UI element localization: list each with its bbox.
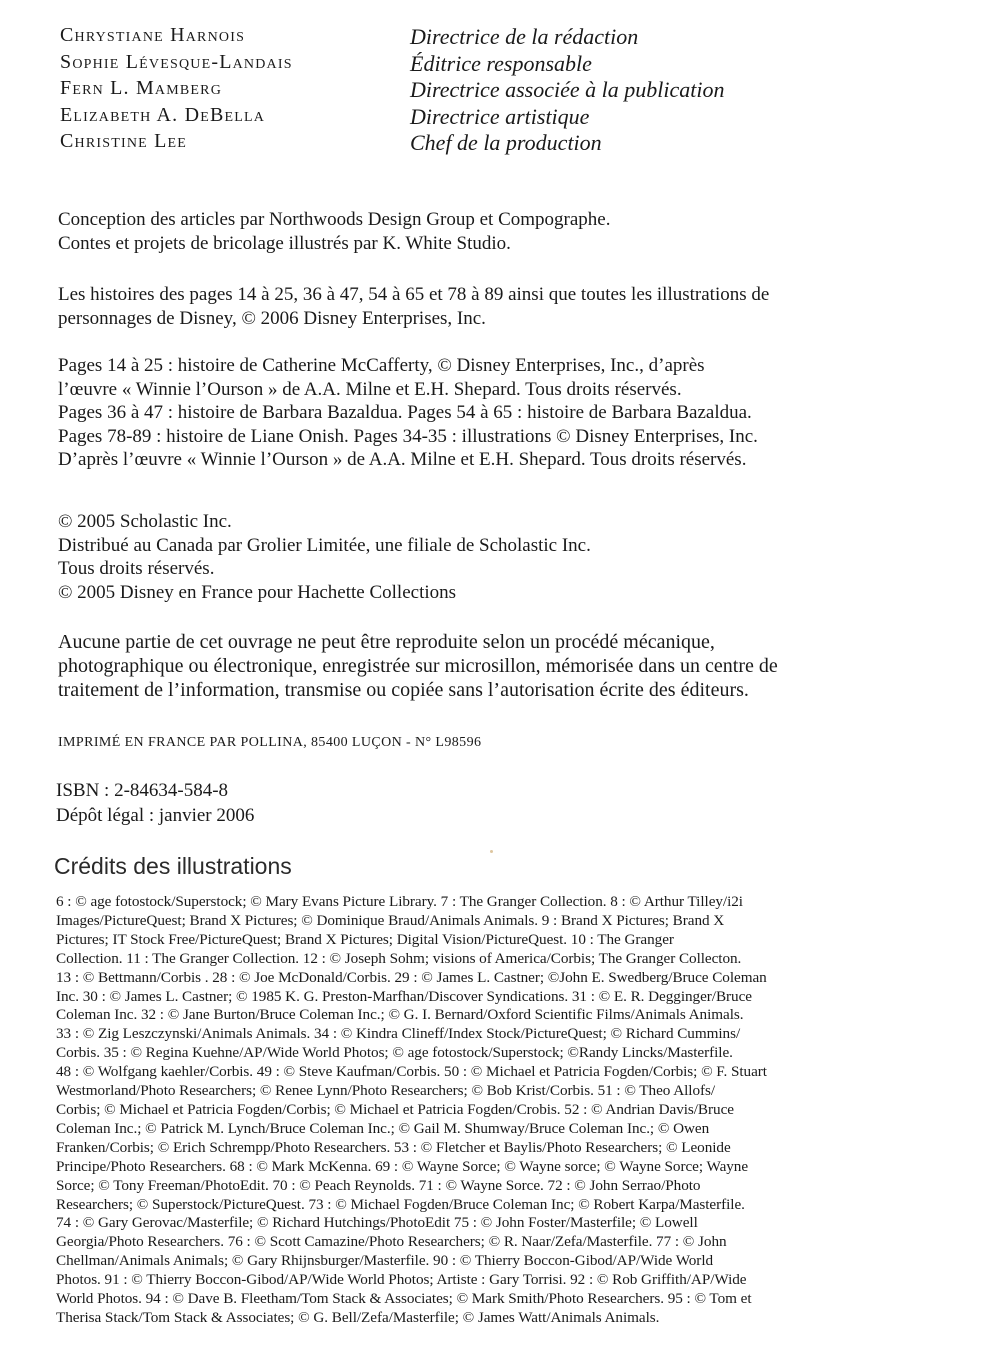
pages-line: Pages 78-89 : histoire de Liane Onish. Pages 34-35 : illustrations © Disney Enterprises, Inc. bbox=[58, 425, 758, 447]
staff-row bbox=[60, 104, 960, 131]
pages-line: D’après l’œuvre « Winnie l’Ourson » de A.A. Milne et E.H. Shepard. Tous droits réservés. bbox=[58, 449, 747, 470]
pages-line: l’œuvre « Winnie l’Ourson » de A.A. Milne et E.H. Shepard. Tous droits réservés. bbox=[58, 378, 682, 400]
credits-line: Corbis. 35 : © Regina Kuehne/AP/Wide World Photos; © age fotostock/Superstock; ©Randy Lincks/Masterfile. bbox=[56, 1044, 733, 1062]
credits-line: Inc. 30 : © James L. Castner; © 1985 K. G. Preston-Marfhan/Discover Syndications. 31 : © E. R. Degginger/Bruce bbox=[56, 987, 752, 1005]
credits-line: Franken/Corbis; © Erich Schrempp/Photo Researchers. 53 : © Fletcher et Baylis/Photo Researchers; © Leonide bbox=[56, 1138, 731, 1156]
design-line: Contes et projets de bricolage illustrés par K. White Studio. bbox=[58, 232, 511, 254]
credits-line: Coleman Inc. 32 : © Jane Burton/Bruce Coleman Inc.; © G. I. Bernard/Oxford Scientific Films/Animals Animals. bbox=[56, 1006, 744, 1024]
copyright-line: © 2005 Disney en France pour Hachette Collections bbox=[58, 581, 457, 603]
staff-name: Sophie Lévesque-Landais bbox=[60, 50, 293, 73]
staff-role: Directrice associée à la publication bbox=[410, 77, 725, 102]
isbn-block bbox=[56, 778, 254, 828]
staff-role: Directrice artistique bbox=[410, 103, 590, 129]
credits-line: 74 : © Gary Gerovac/Masterfile; © Richard Hutchings/PhotoEdit 75 : © John Foster/Masterfile; © Lowell bbox=[56, 1214, 698, 1232]
credits-line: Coleman Inc.; © Patrick M. Lynch/Bruce Coleman Inc.; © Gail M. Shumway/Bruce Coleman Inc.; © Owen bbox=[56, 1119, 710, 1137]
staff-row bbox=[60, 77, 960, 104]
stories-line: Les histoires des pages 14 à 25, 36 à 47, 54 à 65 et 78 à 89 ainsi que toutes les illustrations de bbox=[58, 284, 770, 305]
credits-line: Sorce; © Tony Freeman/PhotoEdit. 70 : © Peach Reynolds. 71 : © Wayne Sorce. 72 : © John Serrao/Photo bbox=[56, 1176, 701, 1194]
staff-role: Éditrice responsable bbox=[410, 50, 592, 76]
legal-line: Aucune partie de cet ouvrage ne peut être reproduite selon un procédé mécanique, bbox=[58, 631, 715, 653]
print-speck bbox=[490, 850, 493, 853]
pages-credits bbox=[58, 354, 958, 472]
credits-heading: Crédits des illustrations bbox=[54, 853, 292, 879]
staff-role: Directrice de la rédaction bbox=[410, 24, 639, 49]
copyright-line: © 2005 Scholastic Inc. bbox=[58, 511, 232, 532]
credits-line: Therisa Stack/Tom Stack & Associates; © G. Bell/Zefa/Masterfile; © James Watt/Animals Animals. bbox=[56, 1308, 660, 1326]
credits-line: Photos. 91 : © Thierry Boccon-Gibod/AP/Wide World Photos; Artiste : Gary Torrisi. 92 : © Rob Griffith/AP/Wide bbox=[56, 1271, 747, 1289]
credits-line: Pictures; IT Stock Free/PictureQuest; Brand X Pictures; Digital Vision/PictureQuest. 10 : The Granger bbox=[56, 930, 674, 948]
credits-line: Georgia/Photo Researchers. 76 : © Scott Camazine/Photo Researchers; © R. Naar/Zefa/Masterfile. 77 : © John bbox=[56, 1233, 727, 1251]
credits-line: Chellman/Animals Animals; © Gary Rhijnsburger/Masterfile. 90 : © Thierry Boccon-Gibod/AP/Wide World bbox=[56, 1252, 714, 1270]
credits-line: 13 : © Bettmann/Corbis . 28 : © Joe McDonald/Corbis. 29 : © James L. Castner; ©John E. Swedberg/Bruce Coleman bbox=[56, 968, 767, 986]
staff-list bbox=[60, 24, 960, 157]
legal-line: traitement de l’information, transmise ou copiée sans l’autorisation écrite des éditeurs. bbox=[58, 679, 749, 701]
stories-credits bbox=[58, 283, 958, 330]
staff-name: Chrystiane Harnois bbox=[60, 24, 246, 46]
design-line: Conception des articles par Northwoods Design Group et Compographe. bbox=[58, 209, 611, 230]
staff-row bbox=[60, 24, 960, 51]
staff-name: Fern L. Mamberg bbox=[60, 77, 223, 99]
isbn: ISBN : 2-84634-584-8 bbox=[56, 780, 229, 801]
credits-line: World Photos. 94 : © Dave B. Fleetham/Tom Stack & Associates; © Mark Smith/Photo Researchers. 95 : © Tom et bbox=[56, 1290, 752, 1308]
credits-line: 33 : © Zig Leszczynski/Animals Animals. 34 : © Kindra Clineff/Index Stock/PictureQuest; © Richard Cummins/ bbox=[56, 1025, 741, 1043]
credits-line: Corbis; © Michael et Patricia Fogden/Corbis; © Michael et Patricia Fogden/Crobis. 52 : © Andrian Davis/Bruce bbox=[56, 1100, 734, 1118]
pages-line: Pages 14 à 25 : histoire de Catherine McCafferty, © Disney Enterprises, Inc., d’après bbox=[58, 355, 705, 376]
design-credits bbox=[58, 208, 958, 255]
illustration-credits bbox=[56, 893, 971, 1328]
credits-line: Collection. 11 : The Granger Collection. 12 : © Joseph Sohm; visions of America/Corbis; The Granger Collecton. bbox=[56, 949, 742, 967]
staff-name: Christine Lee bbox=[60, 130, 188, 152]
legal-line: photographique ou électronique, enregistrée sur microsillon, mémorisée dans un centre de bbox=[58, 655, 778, 677]
staff-role: Chef de la production bbox=[410, 130, 602, 155]
printer-info: IMPRIMÉ EN FRANCE PAR POLLINA, 85400 LUÇON - N° L98596 bbox=[58, 735, 482, 750]
copyright-line: Distribué au Canada par Grolier Limitée, une filiale de Scholastic Inc. bbox=[58, 534, 591, 556]
staff-row bbox=[60, 130, 960, 157]
pages-line: Pages 36 à 47 : histoire de Barbara Bazaldua. Pages 54 à 65 : histoire de Barbara Bazaldua. bbox=[58, 402, 752, 423]
stories-line: personnages de Disney, © 2006 Disney Enterprises, Inc. bbox=[58, 307, 486, 329]
staff-name: Elizabeth A. DeBella bbox=[60, 103, 266, 126]
legal-deposit: Dépôt légal : janvier 2006 bbox=[56, 805, 255, 826]
credits-line: Principe/Photo Researchers. 68 : © Mark McKenna. 69 : © Wayne Sorce; © Wayne sorce; © Wayne Sorce; Wayne bbox=[56, 1157, 749, 1175]
credits-line: 48 : © Wolfgang kaehler/Corbis. 49 : © Steve Kaufman/Corbis. 50 : © Michael et Patricia Fogden/Corbis; © F. Stuart bbox=[56, 1063, 767, 1081]
copyright-block bbox=[58, 510, 958, 604]
credits-line: Researchers; © Superstock/PictureQuest. 73 : © Michael Fogden/Bruce Coleman Inc; © Robert Karpa/Masterfile. bbox=[56, 1195, 745, 1213]
credits-line: Westmorland/Photo Researchers; © Renee Lynn/Photo Researchers; © Bob Krist/Corbis. 51 : © Theo Allofs/ bbox=[56, 1082, 716, 1100]
credits-line: 6 : © age fotostock/Superstock; © Mary Evans Picture Library. 7 : The Granger Collection. 8 : © Arthur Tilley/i2i bbox=[56, 893, 743, 910]
credits-line: Images/PictureQuest; Brand X Pictures; © Dominique Braud/Animals Animals. 9 : Brand X Pictures; Brand X bbox=[56, 911, 725, 929]
legal-notice bbox=[58, 630, 958, 702]
staff-row bbox=[60, 51, 960, 78]
copyright-line: Tous droits réservés. bbox=[58, 558, 215, 579]
